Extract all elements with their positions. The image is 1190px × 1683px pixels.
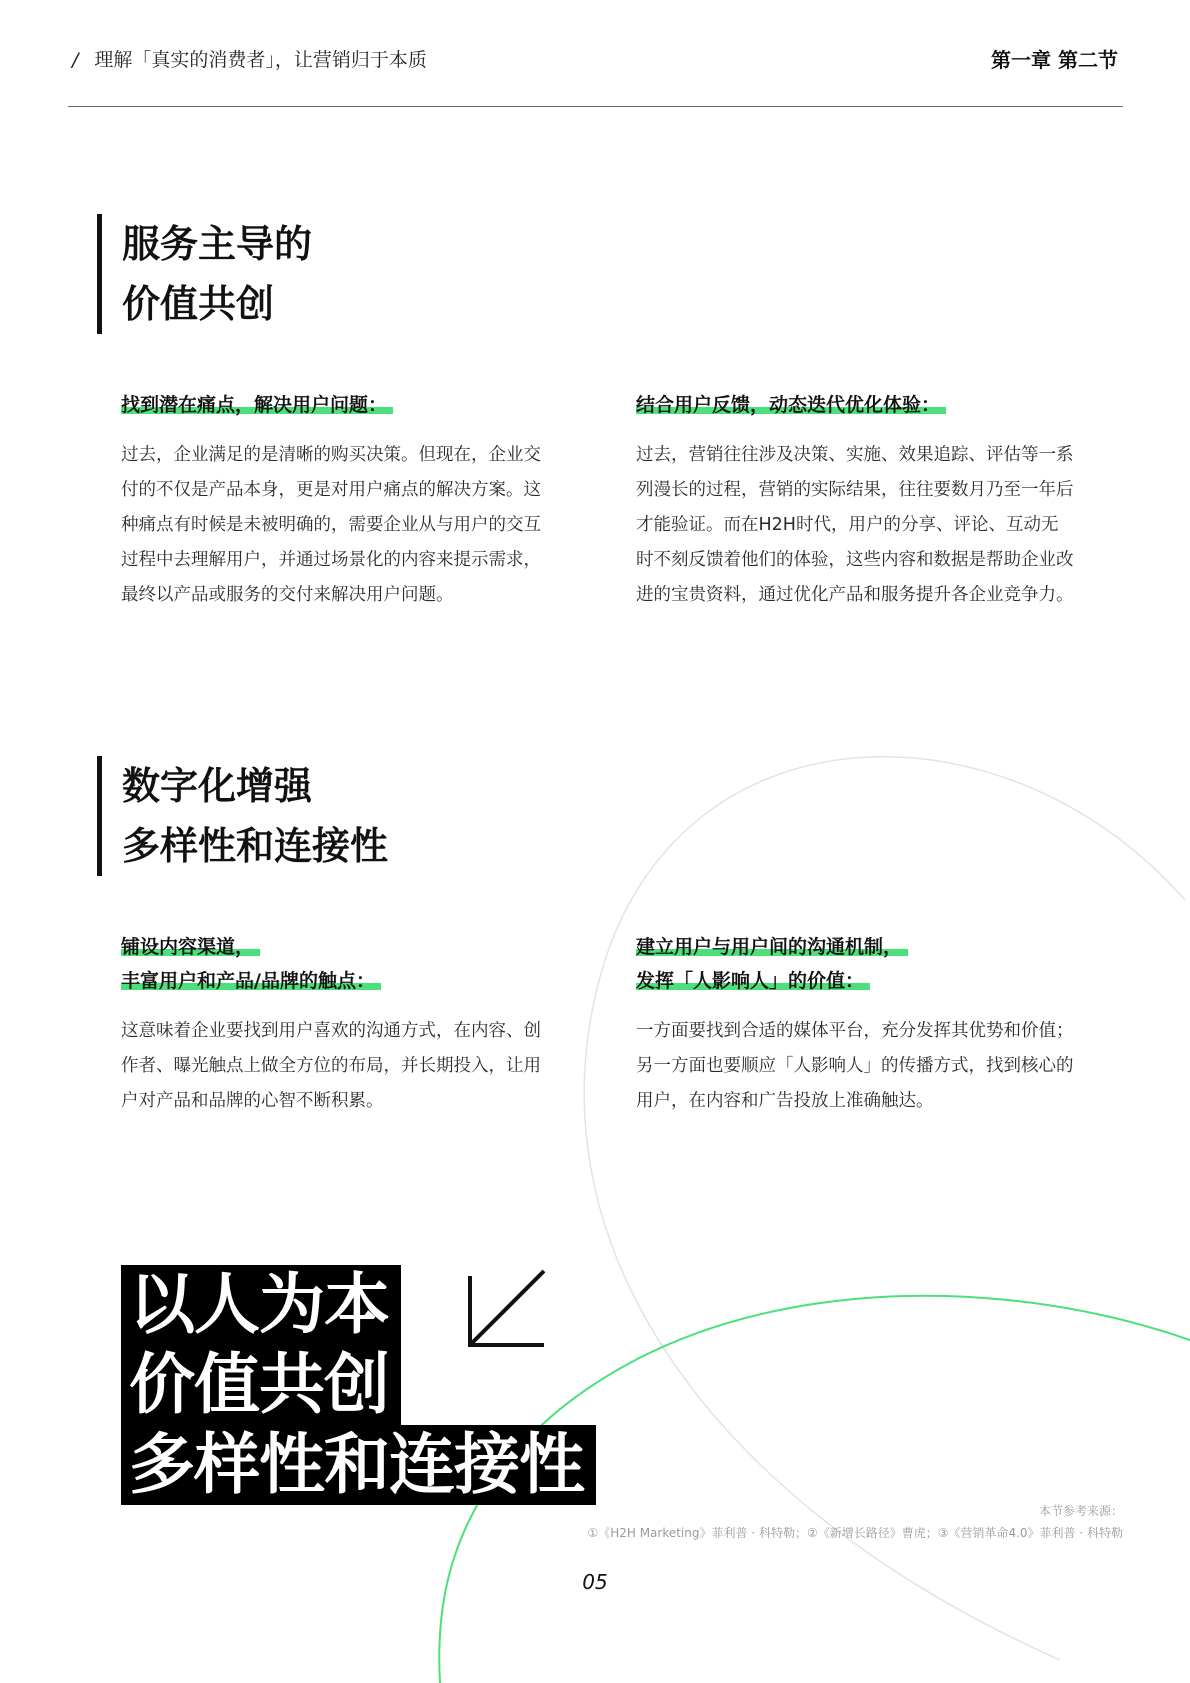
section2-right-column bbox=[636, 930, 1096, 1119]
body-line: 种痛点有时候是未被明确的，需要企业从与用户的交互 bbox=[121, 515, 541, 535]
section1-title-line2: 价值共创 bbox=[122, 282, 275, 326]
section2-title bbox=[97, 756, 388, 876]
body-line: 过程中去理解用户，并通过场景化的内容来提示需求， bbox=[121, 550, 541, 570]
references bbox=[587, 1500, 1123, 1544]
section1-left-body bbox=[121, 438, 581, 613]
page-number: 05 bbox=[582, 1570, 608, 1594]
section2-left-subhead bbox=[121, 930, 581, 998]
body-line: 一方面要找到合适的媒体平台，充分发挥其优势和价值； bbox=[636, 1021, 1074, 1041]
body-line: 才能验证。而在H2H时代，用户的分享、评论、互动无 bbox=[636, 515, 1059, 535]
body-line: 列漫长的过程，营销的实际结果，往往要数月乃至一年后 bbox=[636, 480, 1074, 500]
body-line: 用户，在内容和广告投放上准确触达。 bbox=[636, 1091, 934, 1111]
body-line: 户对产品和品牌的心智不断积累。 bbox=[121, 1091, 384, 1111]
chapter-label: 第一章 第二节 bbox=[991, 48, 1118, 72]
section2-right-body bbox=[636, 1014, 1096, 1119]
references-label: 本节参考来源： bbox=[1038, 1504, 1123, 1518]
body-line: 作者、曝光触点上做全方位的布局，并长期投入，让用 bbox=[121, 1056, 541, 1076]
slogan-line-1: 以人为本 bbox=[121, 1265, 401, 1345]
references-text: ①《H2H Marketing》菲利普 · 科特勒；②《新增长路径》曹虎；③《营销革命4.0》菲利普 · 科特勒 bbox=[587, 1526, 1123, 1540]
subhead-line: 建立用户与用户间的沟通机制， bbox=[636, 936, 908, 958]
header-slash: / bbox=[72, 49, 79, 71]
section1-right-body bbox=[636, 438, 1096, 613]
body-line: 这意味着企业要找到用户喜欢的沟通方式，在内容、创 bbox=[121, 1021, 541, 1041]
subhead-line: 丰富用户和产品/品牌的触点： bbox=[121, 970, 381, 992]
header-divider bbox=[68, 106, 1123, 107]
body-line: 过去，营销往往涉及决策、实施、效果追踪、评估等一系 bbox=[636, 445, 1074, 465]
running-header bbox=[72, 45, 427, 72]
section2-right-subhead bbox=[636, 930, 1096, 998]
section2-title-line2: 多样性和连接性 bbox=[122, 824, 389, 868]
body-line: 另一方面也要顺应「人影响人」的传播方式，找到核心的 bbox=[636, 1056, 1074, 1076]
subhead-line: 结合用户反馈，动态迭代优化体验： bbox=[636, 394, 946, 416]
subhead-line: 铺设内容渠道， bbox=[121, 936, 260, 958]
subhead-line: 发挥「人影响人」的价值： bbox=[636, 970, 870, 992]
body-line: 进的宝贵资料，通过优化产品和服务提升各企业竞争力。 bbox=[636, 585, 1074, 605]
section1-left-subhead bbox=[121, 388, 581, 422]
section1-right-subhead bbox=[636, 388, 1096, 422]
body-line: 最终以产品或服务的交付来解决用户问题。 bbox=[121, 585, 454, 605]
arrow-down-left-icon bbox=[467, 1268, 547, 1348]
subhead-line: 找到潜在痛点，解决用户问题： bbox=[121, 394, 393, 416]
section1-right-column bbox=[636, 388, 1096, 613]
section2-left-body bbox=[121, 1014, 581, 1119]
body-line: 过去，企业满足的是清晰的购买决策。但现在，企业交 bbox=[121, 445, 541, 465]
section1-title-line1: 服务主导的 bbox=[122, 222, 313, 266]
body-line: 时不刻反馈着他们的体验，这些内容和数据是帮助企业改 bbox=[636, 550, 1074, 570]
section2-title-line1: 数字化增强 bbox=[122, 764, 313, 808]
section1-title bbox=[97, 214, 312, 334]
section1-left-column bbox=[121, 388, 581, 613]
header-title: 理解「真实的消费者」，让营销归于本质 bbox=[94, 49, 427, 71]
section2-left-column bbox=[121, 930, 581, 1119]
slogan-line-3: 多样性和连接性 bbox=[121, 1425, 596, 1505]
body-line: 付的不仅是产品本身，更是对用户痛点的解决方案。这 bbox=[121, 480, 541, 500]
slogan-line-2: 价值共创 bbox=[121, 1345, 401, 1425]
